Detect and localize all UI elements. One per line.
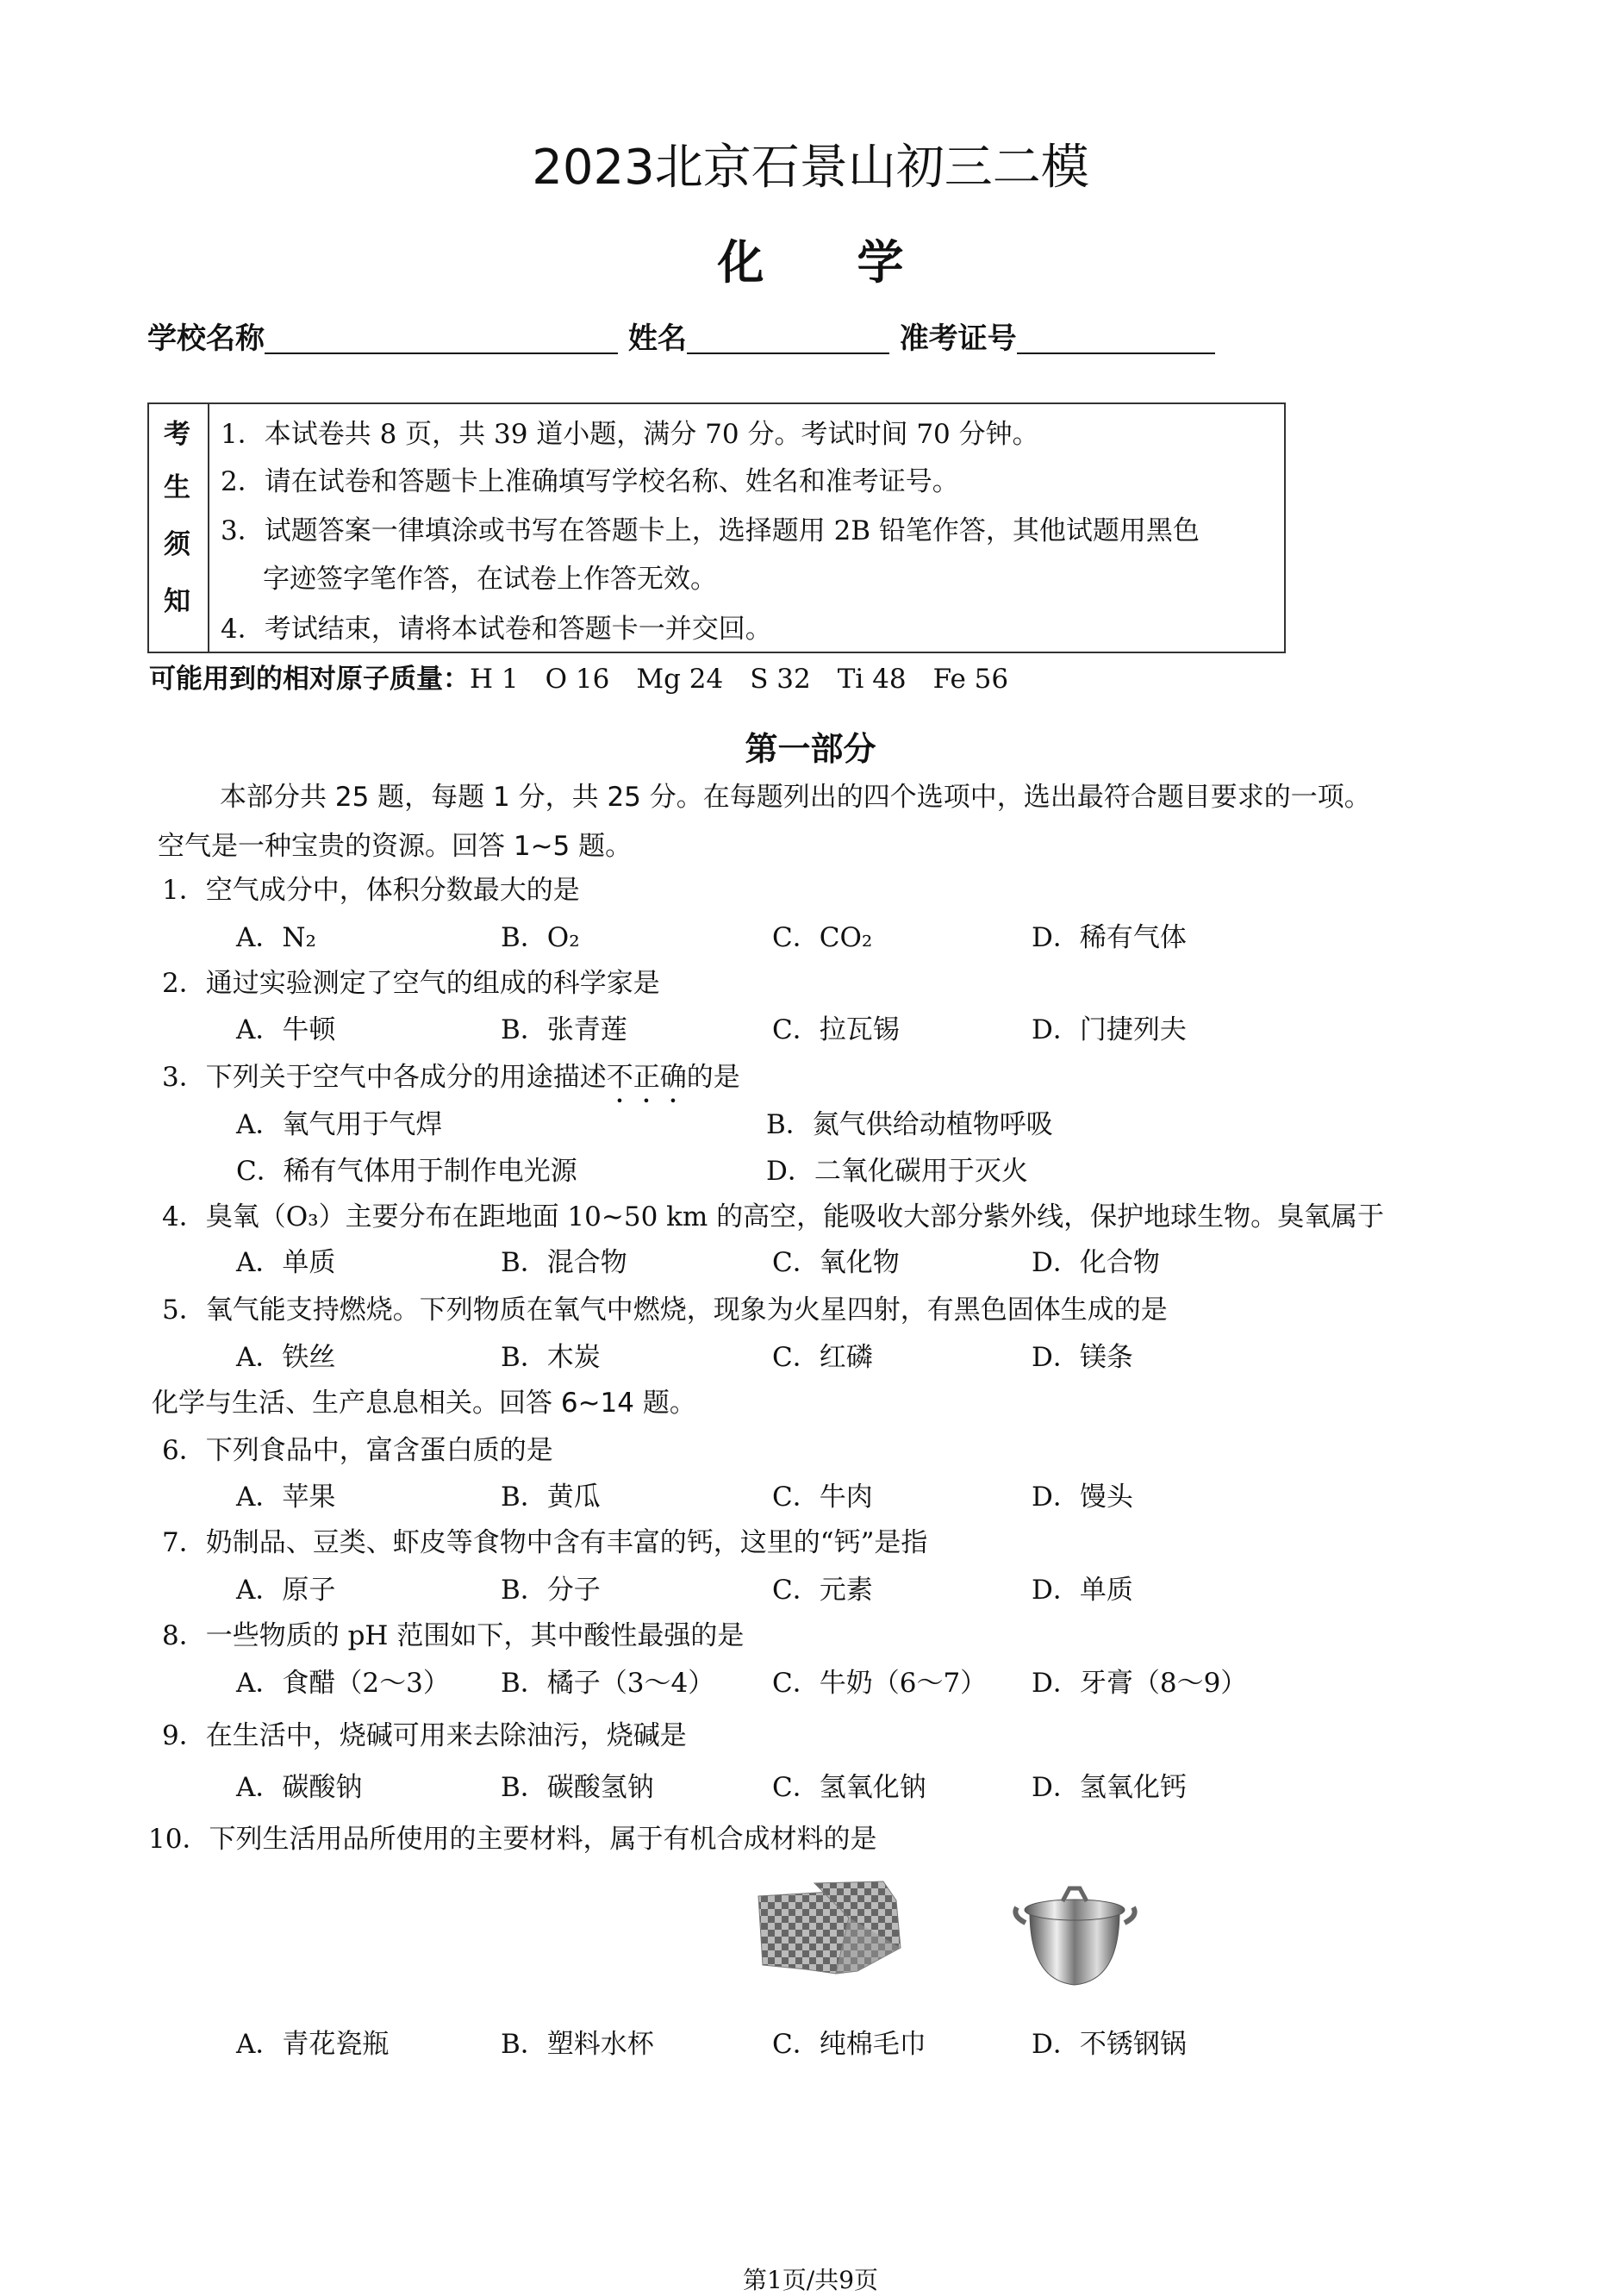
- option[interactable]: D．化合物: [1032, 1247, 1160, 1278]
- option[interactable]: D．不锈钢锅: [1032, 2029, 1187, 2060]
- question-1: [162, 875, 580, 906]
- name-field[interactable]: [687, 327, 889, 354]
- option[interactable]: C．元素: [772, 1575, 873, 1606]
- option[interactable]: A．食醋（2～3）: [236, 1668, 450, 1699]
- option[interactable]: D．牙膏（8～9）: [1032, 1668, 1248, 1699]
- question-text: 奶制品、豆类、虾皮等食物中含有丰富的钙，这里的“钙”是指: [205, 1527, 928, 1558]
- notice-item: 2．请在试卷和答题卡上准确填写学校名称、姓名和准考证号。: [221, 466, 959, 497]
- option[interactable]: A．单质: [236, 1247, 336, 1278]
- question-number: 8．: [162, 1620, 206, 1651]
- question-number: 10．: [148, 1824, 209, 1855]
- question-text: 一些物质的 pH 范围如下，其中酸性最强的是: [205, 1620, 745, 1651]
- notice-item: 1．本试卷共 8 页，共 39 道小题，满分 70 分。考试时间 70 分钟。: [221, 419, 1039, 450]
- question-7: [162, 1527, 927, 1558]
- question-3: [162, 1062, 740, 1109]
- notice-item: 3．试题答案一律填涂或书写在答题卡上，选择题用 2B 铅笔作答，其他试题用黑色: [221, 515, 1200, 546]
- part-intro: 本部分共 25 题，每题 1 分，共 25 分。在每题列出的四个选项中，选出最符合题目要求的一项。: [220, 782, 1371, 813]
- question-2: [162, 968, 660, 999]
- exam-title: 2023北京石景山初三二模: [532, 140, 1089, 196]
- option[interactable]: C．拉瓦锡: [772, 1014, 900, 1045]
- name-label: 姓名: [627, 321, 687, 356]
- option[interactable]: C．纯棉毛巾: [772, 2029, 926, 2060]
- option[interactable]: B．塑料水杯: [501, 2029, 654, 2060]
- option[interactable]: B．木炭: [501, 1342, 601, 1373]
- question-5: [162, 1295, 1168, 1326]
- notice-side-char: 须: [164, 529, 190, 560]
- option[interactable]: A．铁丝: [236, 1342, 336, 1373]
- option[interactable]: A．青花瓷瓶: [236, 2029, 390, 2060]
- option[interactable]: D．馒头: [1032, 1482, 1133, 1513]
- option[interactable]: C．牛肉: [772, 1482, 873, 1513]
- option[interactable]: C．稀有气体用于制作电光源: [236, 1156, 577, 1187]
- option[interactable]: D．门捷列夫: [1032, 1014, 1187, 1045]
- question-text: 氧气能支持燃烧。下列物质在氧气中燃烧，现象为火星四射，有黑色固体生成的是: [205, 1295, 1168, 1326]
- option[interactable]: A．牛顿: [236, 1014, 336, 1045]
- option[interactable]: A．N₂: [236, 922, 316, 953]
- option[interactable]: D．单质: [1032, 1575, 1133, 1606]
- atomic-mass-line: [149, 664, 1008, 695]
- question-number: 4．: [162, 1201, 206, 1232]
- option[interactable]: D．二氧化碳用于灭火: [766, 1156, 1028, 1187]
- option[interactable]: B．张青莲: [501, 1014, 627, 1045]
- option[interactable]: B．O₂: [501, 922, 580, 953]
- page-footer: 第1页/共9页: [742, 2266, 879, 2294]
- option[interactable]: D．稀有气体: [1032, 922, 1187, 953]
- option[interactable]: D．氢氧化钙: [1032, 1772, 1187, 1803]
- question-number: 1．: [162, 875, 206, 906]
- question-text: 臭氧（O₃）主要分布在距地面 10~50 km 的高空，能吸收大部分紫外线，保护地球生物。臭氧属于: [205, 1201, 1385, 1232]
- question-text: 的是: [686, 1062, 740, 1093]
- atomic-mass-values: H 1 O 16 Mg 24 S 32 Ti 48 Fe 56: [470, 664, 1009, 695]
- emphasized-text: 不正确: [606, 1062, 687, 1093]
- question-4: [162, 1201, 1384, 1232]
- group-heading: 化学与生活、生产息息相关。回答 6~14 题。: [152, 1388, 696, 1419]
- question-10: [148, 1824, 876, 1855]
- option[interactable]: C．红磷: [772, 1342, 873, 1373]
- question-text: 在生活中，烧碱可用来去除油污，烧碱是: [205, 1720, 687, 1751]
- option[interactable]: A．碳酸钠: [236, 1772, 363, 1803]
- option[interactable]: C．牛奶（6～7）: [772, 1668, 988, 1699]
- notice-item: 4．考试结束，请将本试卷和答题卡一并交回。: [221, 614, 772, 645]
- question-text: 空气成分中，体积分数最大的是: [205, 875, 580, 906]
- question-6: [162, 1435, 553, 1466]
- notice-side-char: 考: [164, 419, 190, 450]
- question-text: 通过实验测定了空气的组成的科学家是: [205, 968, 660, 999]
- option[interactable]: C．氢氧化钠: [772, 1772, 926, 1803]
- option[interactable]: D．镁条: [1032, 1342, 1133, 1373]
- option[interactable]: B．碳酸氢钠: [501, 1772, 654, 1803]
- id-field[interactable]: [1017, 327, 1215, 354]
- student-info-line: [147, 323, 1215, 354]
- option[interactable]: A．苹果: [236, 1482, 336, 1513]
- id-label: 准考证号: [899, 321, 1017, 356]
- towel-image: [754, 1875, 909, 1978]
- question-number: 9．: [162, 1720, 206, 1751]
- question-number: 7．: [162, 1527, 206, 1558]
- option[interactable]: B．混合物: [501, 1247, 627, 1278]
- question-text: 下列食品中，富含蛋白质的是: [205, 1435, 553, 1466]
- school-field[interactable]: [265, 327, 618, 354]
- option[interactable]: B．氮气供给动植物呼吸: [766, 1109, 1053, 1140]
- option[interactable]: A．氧气用于气焊: [236, 1109, 443, 1140]
- question-number: 2．: [162, 968, 206, 999]
- notice-item: 字迹签字笔作答，在试卷上作答无效。: [263, 564, 717, 595]
- option[interactable]: C．CO₂: [772, 922, 873, 953]
- question-8: [162, 1620, 744, 1651]
- question-text: 下列关于空气中各成分的用途描述: [205, 1062, 607, 1093]
- option[interactable]: B．橘子（3～4）: [501, 1668, 715, 1699]
- option[interactable]: B．黄瓜: [501, 1482, 601, 1513]
- atomic-mass-label: 可能用到的相对原子质量：: [149, 664, 470, 695]
- question-number: 3．: [162, 1062, 206, 1093]
- notice-side-char: 知: [164, 586, 190, 617]
- option[interactable]: C．氧化物: [772, 1247, 900, 1278]
- school-label: 学校名称: [147, 321, 265, 356]
- question-number: 6．: [162, 1435, 206, 1466]
- subject-title: 化 学: [717, 235, 904, 290]
- part-heading: 第一部分: [745, 730, 876, 768]
- question-text: 下列生活用品所使用的主要材料，属于有机合成材料的是: [209, 1824, 877, 1855]
- notice-side-char: 生: [164, 472, 190, 503]
- pot-image: [1013, 1886, 1138, 1989]
- question-9: [162, 1720, 687, 1751]
- question-number: 5．: [162, 1295, 206, 1326]
- group-heading: 空气是一种宝贵的资源。回答 1~5 题。: [158, 831, 633, 862]
- option[interactable]: A．原子: [236, 1575, 336, 1606]
- option[interactable]: B．分子: [501, 1575, 601, 1606]
